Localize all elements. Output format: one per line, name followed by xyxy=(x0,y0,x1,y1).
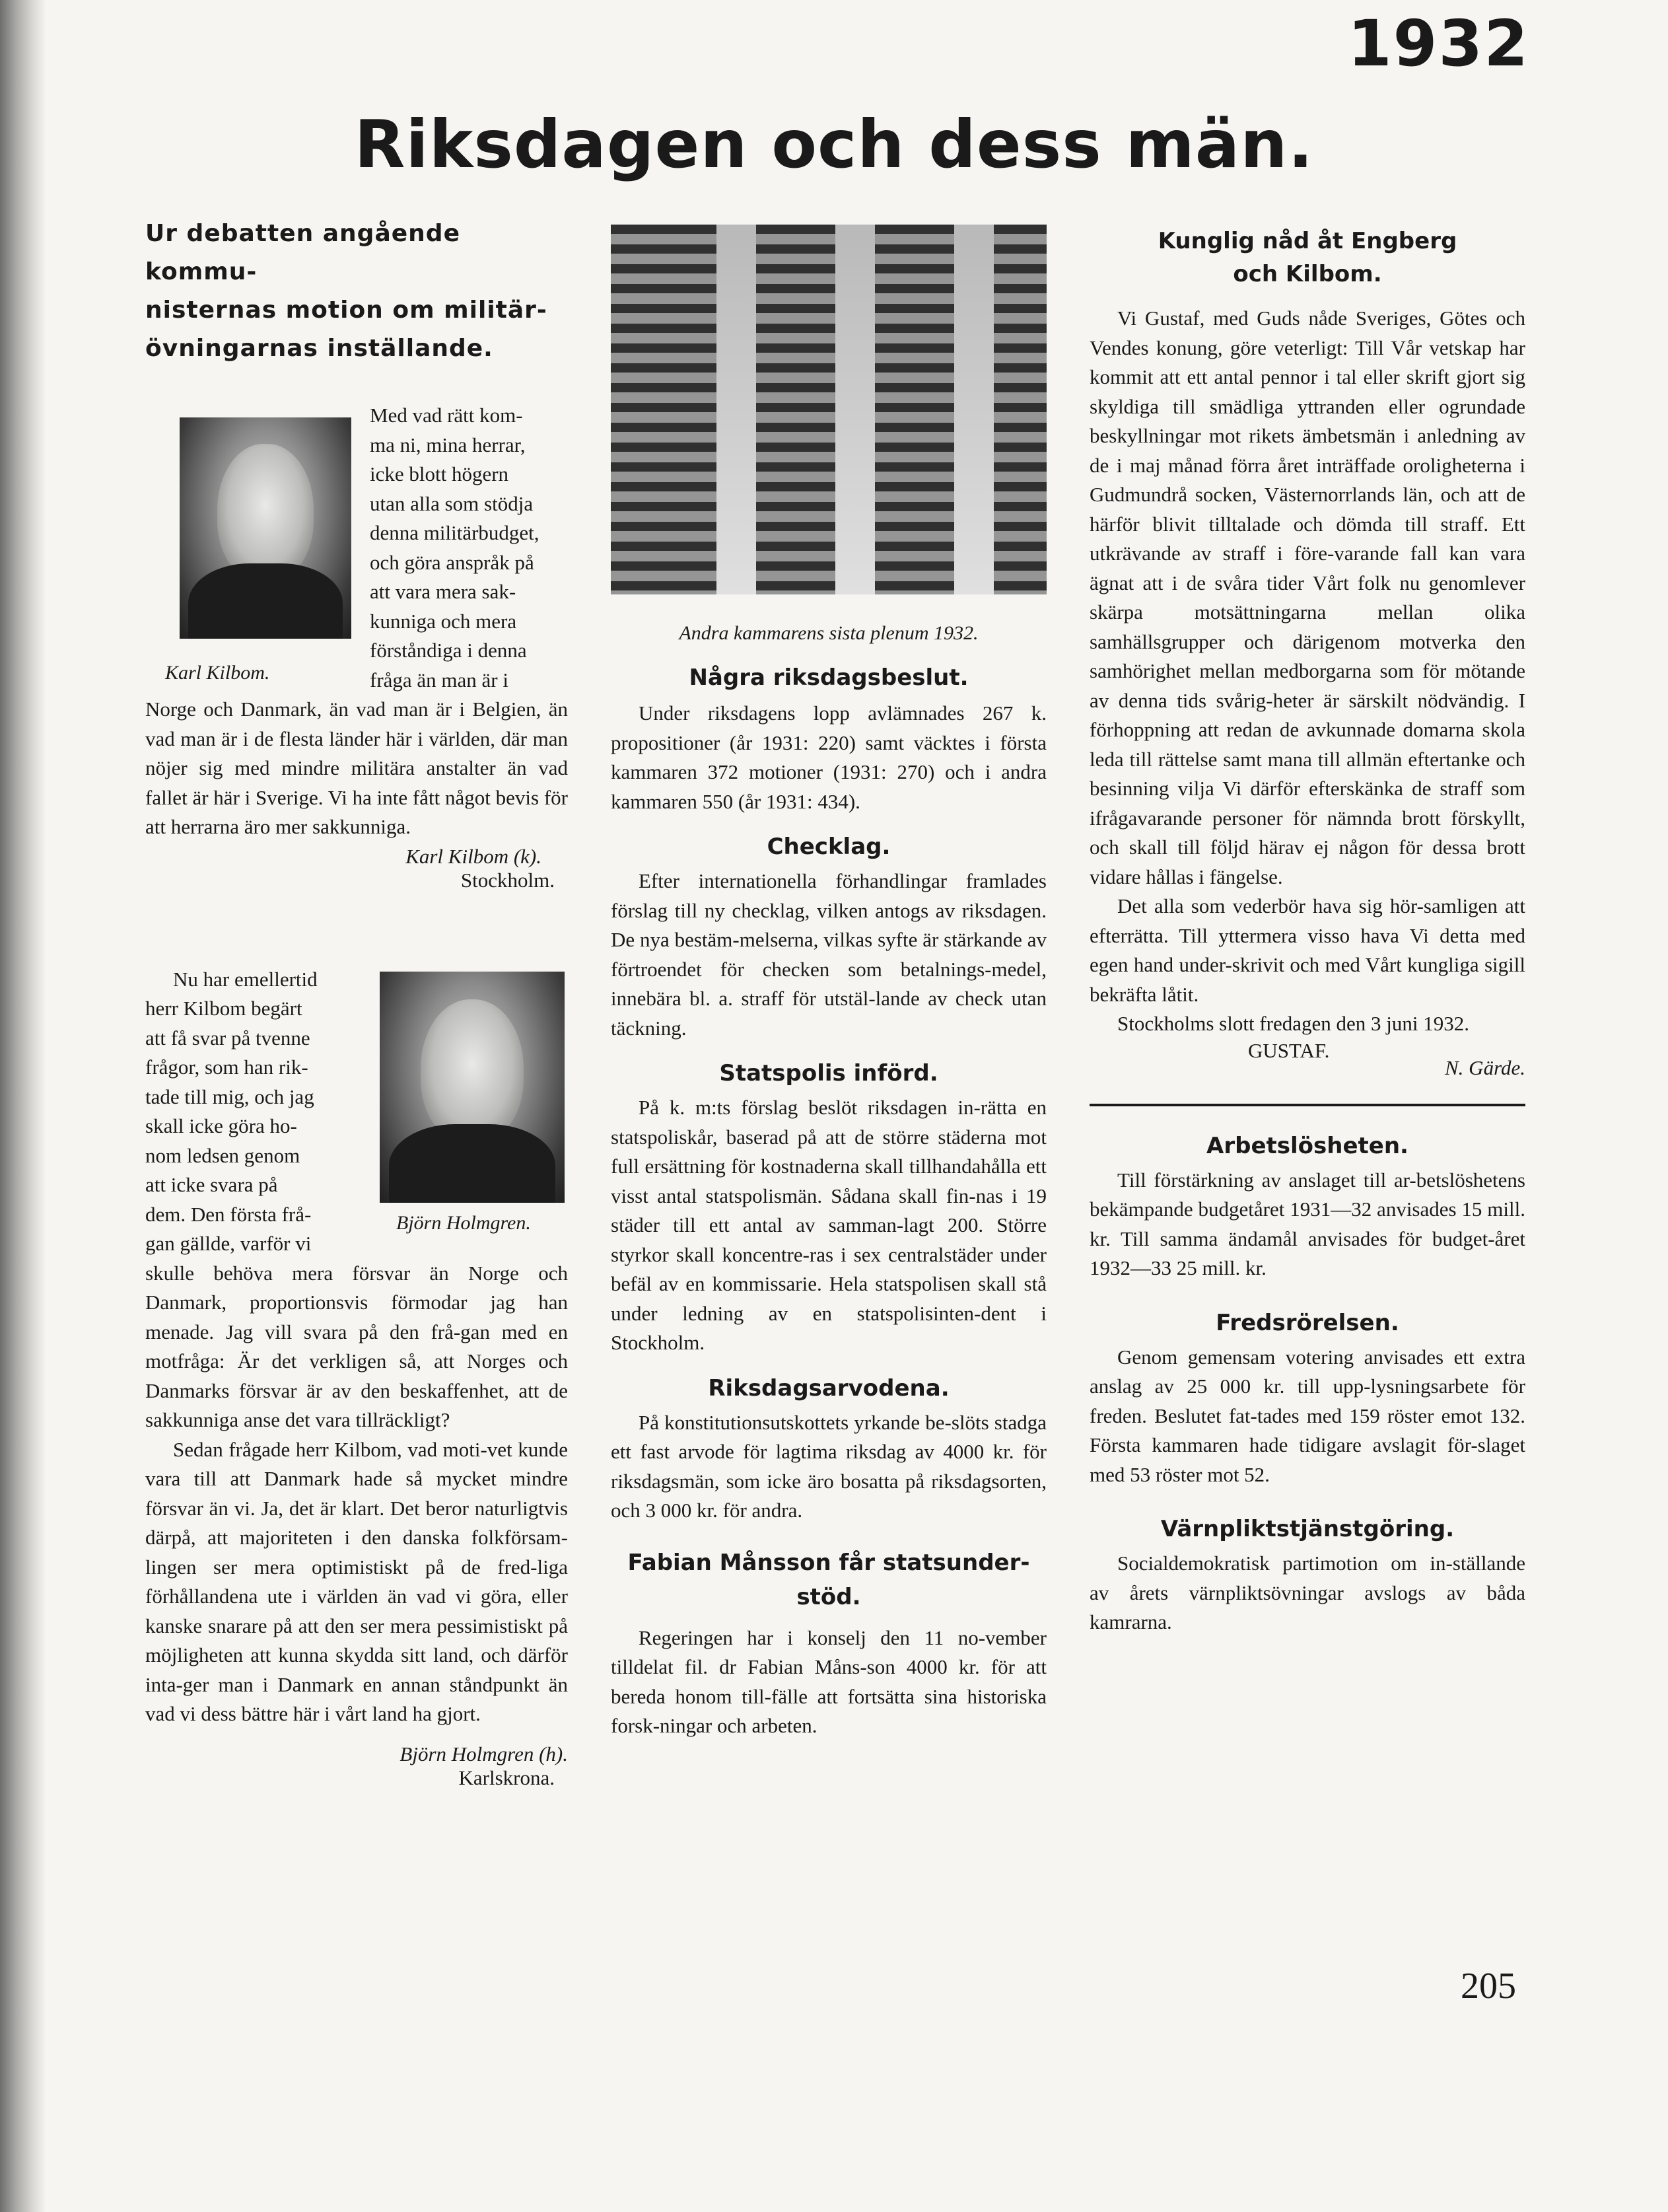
text-line: dem. Den första frå- xyxy=(145,1202,312,1226)
portrait-head xyxy=(421,999,524,1143)
chamber-aisle xyxy=(954,225,994,594)
section-heading: Fredsrörelsen. xyxy=(1216,1309,1399,1336)
holmgren-signature-name xyxy=(145,1742,568,1766)
text-line: denna militärbudget, xyxy=(370,521,539,544)
section-text: Regeringen har i konselj den 11 no-vember tilldelat fil. dr Fabian Måns-son 4000 kr. för att bereda honom till-fälle att fortsätta sina historiska forsk-ningar och arbeten. xyxy=(611,1625,1047,1737)
portrait-head xyxy=(217,444,314,581)
section-heading: Riksdagsarvodena. xyxy=(708,1374,950,1402)
holmgren-text-rest: skulle behöva mera försvar än Norge och Danmark, proportionsvis förmodar jag han menade. Jag vill svara på den frå-gan med en motfråga: Är det verkligen så, att Norges och Danmarks försvar är av den beskaffenhet, att de sakkunniga anse det vara tillräckligt? xyxy=(145,1261,568,1431)
page-title: Riksdagen och dess män. xyxy=(354,106,1314,183)
section-statspolis xyxy=(611,1060,1047,1358)
chamber-aisle xyxy=(835,225,875,594)
chamber-photo xyxy=(611,225,1047,594)
holmgren-signature-place: Karlskrona. xyxy=(458,1766,555,1789)
section-text: Socialdemokratisk partimotion om in-ställande av årets värnpliktsövningar avslogs av båda kamrarna. xyxy=(1090,1552,1525,1633)
section-varnplikt xyxy=(1090,1516,1525,1637)
holmgren-caption: Björn Holmgren. xyxy=(396,1211,531,1234)
text-line: förståndiga i denna xyxy=(370,639,527,662)
left-heading xyxy=(145,215,568,368)
king-signature: GUSTAF. xyxy=(1248,1038,1330,1062)
section-text: Efter internationella förhandlingar framlades förslag till ny checklag, vilken antogs av riksdagen. De nya bestäm-melserna, vilkas syfte är stärkande av förtroendet för checken som betalnings-medel, innebära bl. a. straff för utstäl-lande av check utan täckning. xyxy=(611,869,1047,1040)
heading-line: och Kilbom. xyxy=(1233,261,1382,287)
section-text: Under riksdagens lopp avlämnades 267 k. propositioner (år 1931: 220) samt väcktes i första kammaren 372 motioner (1931: 270) och i andra kammaren 550 (år 1931: 434). xyxy=(611,701,1047,813)
kilbom-text-rest: Norge och Danmark, än vad man är i Belgien, än vad man är i de flesta länder här i världen, där man nöjer sig med mindre militära anstalter än vad fallet är här i Sverige. Vi ha inte fått något bevis för att herrarna äro mer sakkunniga. xyxy=(145,697,568,838)
kunglig-nad-para1: Vi Gustaf, med Guds nåde Sveriges, Götes och Vendes konung, göre veterligt: Till Vår vetskap har kommit att ett antal pennor i tal eller skrift gjort sig skyldiga till smädliga yttranden eller ogrundade beskyllningar mot rikets ämbetsmän i anledning av de i maj månad förra året inträffade oroligheterna i Gudmundrå socken, Västernorrlands län, och att de härför blivit tilltalade och dömda till straff. Ett utkrävande av straff i före-varande fall kan vara ägnat att i de svåra tider Vårt folk nu genomlever skärpa motsättningarna mellan olika samhällsgrupper och därigenom motverka den samhörighet mellan medborgarna som för mötande av denna tids svårig-heter är särskilt nödvändig. I förhoppning att redan de avkunnade domarna skola leda till rättelse samt mana till allmän eftertanke och besinning vilja Vi därför efterskänka de straff som ifrågavarande personer för nämnda brott förskyllt, och skall till följd härav ej någon för dessa brott vidare hållas i fängelse. xyxy=(1090,306,1525,888)
holmgren-text-top xyxy=(145,965,363,1259)
kunglig-nad-para2: Det alla som vederbör hava sig hör-samligen att efterrätta. Till yttermera visso hava Vi detta med egen hand under-skrivit och med Vårt kungliga sigill bekräfta låtit. xyxy=(1090,894,1525,1006)
left-heading-line: Ur debatten angående kommu- xyxy=(145,220,460,285)
text-line: och göra anspråk på xyxy=(370,550,534,574)
kilbom-text-top xyxy=(370,401,568,695)
kilbom-caption: Karl Kilbom. xyxy=(165,662,270,684)
minister-signature: N. Gärde. xyxy=(1445,1055,1525,1079)
text-line: att icke svara på xyxy=(145,1173,278,1196)
section-heading: Arbetslösheten. xyxy=(1206,1132,1408,1159)
signature-text: Björn Holmgren (h). xyxy=(400,1742,568,1766)
holmgren-block xyxy=(145,965,568,1259)
kilbom-signature-name xyxy=(145,845,568,869)
kilbom-figure xyxy=(145,401,343,695)
kilbom-signature-place: Stockholm. xyxy=(460,868,555,892)
section-arbetsloshet xyxy=(1090,1133,1525,1283)
section-text: Till förstärkning av anslaget till ar-betslöshetens bekämpande budgetåret 1931—32 anvisades 15 mill. kr. Till samma ändamål anvisades för budget-året 1932—33 25 mill. kr. xyxy=(1090,1168,1525,1279)
royal-signatures xyxy=(1090,1039,1525,1080)
right-column xyxy=(1090,211,1525,1637)
text-line: nom ledsen genom xyxy=(145,1143,300,1167)
section-heading: Några riksdagsbeslut. xyxy=(689,664,969,691)
section-heading: Statspolis införd. xyxy=(719,1060,938,1087)
text-line: ma ni, mina herrar, xyxy=(370,433,526,456)
section-mansson xyxy=(611,1546,1047,1741)
text-line: fråga än man är i xyxy=(370,668,508,692)
year-label: 1932 xyxy=(1347,7,1529,81)
section-riksdagsarvodena xyxy=(611,1375,1047,1526)
text-line: att få svar på tvenne xyxy=(145,1026,310,1050)
text-line: herr Kilbom begärt xyxy=(145,997,302,1020)
page-number: 205 xyxy=(1461,1966,1516,2007)
section-text: Genom gemensam votering anvisades ett extra anslag av 25 000 kr. till upp-lysningsarbete för freden. Beslutet fat-tades med 159 röster emot 132. Första kammaren hade tidigare avslagit för-slaget med 53 röster mot 52. xyxy=(1090,1345,1525,1486)
kunglig-nad-para3: Stockholms slott fredagen den 3 juni 1932. xyxy=(1117,1012,1469,1035)
section-text: På konstitutionsutskottets yrkande be-slöts stadga ett fast arvode för lagtima riksdag av 4000 kr. för riksdagsmän, som icke äro bosatta på riksdagsorten, och 3 000 kr. för andra. xyxy=(611,1410,1047,1522)
section-heading: Checklag. xyxy=(767,834,891,860)
text-line: utan alla som stödja xyxy=(370,491,534,515)
section-riksdagsbeslut xyxy=(611,664,1047,816)
chamber-aisle xyxy=(716,225,756,594)
page-spine-shadow xyxy=(0,0,46,2212)
holmgren-text-para2: Sedan frågade herr Kilbom, vad moti-vet kunde vara till att Danmark hade så mycket mindre försvar än vi. Ja, det är klart. Det beror naturligtvis därpå, att majoriteten i den danska folkförsam-lingen ser mera optimistiskt på de fred-liga förhållandena ute i världen än vad vi göra, eller kanske snarare på att den ser mera pessimistiskt på möjligheten att kunna skydda sitt land, och därför inta-ger man i Danmark en annan ståndpunkt än vad vi dess bättre här i vårt land ha gjort. xyxy=(145,1437,568,1725)
portrait-body xyxy=(389,1124,555,1203)
section-divider xyxy=(1090,1104,1525,1106)
section-heading: Värnpliktstjänstgöring. xyxy=(1160,1516,1455,1542)
kilbom-block xyxy=(145,401,568,695)
portrait-body xyxy=(188,563,343,639)
text-line: Med vad rätt kom- xyxy=(370,404,523,427)
text-line: gan gällde, varför vi xyxy=(145,1232,312,1255)
holmgren-figure xyxy=(363,965,568,1259)
left-heading-line: övningarnas inställande. xyxy=(145,335,493,362)
left-heading-line: nisternas motion om militär- xyxy=(145,297,547,324)
section-text: På k. m:ts förslag beslöt riksdagen in-rätta en statspoliskår, baserad på att de större städerna mot full ersättning för kostnaderna skall tillhandahålla ett visst antal statspolismän. Sådana skall fin-nas i 19 städer till ett antal av samman-lagt 200. Större styrkor skall koncentre-ras i sex centralstäder under befäl av en kommissarie. Hela statspolisen skall stå under ledning av en statspolisinten-dent i Stockholm. xyxy=(611,1096,1047,1354)
text-line: skall icke göra ho- xyxy=(145,1114,297,1137)
text-line: icke blott högern xyxy=(370,462,509,485)
chamber-photo-caption: Andra kammarens sista plenum 1932. xyxy=(679,622,979,644)
kilbom-portrait-photo xyxy=(180,417,351,639)
text-line: att vara mera sak- xyxy=(370,580,516,603)
signature-text: Karl Kilbom (k). xyxy=(405,844,541,868)
section-fredsrorelsen xyxy=(1090,1310,1525,1490)
holmgren-portrait-photo xyxy=(380,972,565,1203)
middle-column xyxy=(611,225,1047,1741)
kunglig-nad-heading xyxy=(1090,225,1525,291)
section-checklag xyxy=(611,834,1047,1043)
text-line: kunniga och mera xyxy=(370,609,517,633)
text-line: frågor, som han rik- xyxy=(145,1055,308,1079)
text-line: Nu har emellertid xyxy=(173,967,318,991)
section-heading: Fabian Månsson får statsunder-stöd. xyxy=(627,1549,1030,1610)
text-line: tade till mig, och jag xyxy=(145,1085,314,1108)
heading-line: Kunglig nåd åt Engberg xyxy=(1158,228,1457,254)
left-column xyxy=(145,211,568,1790)
